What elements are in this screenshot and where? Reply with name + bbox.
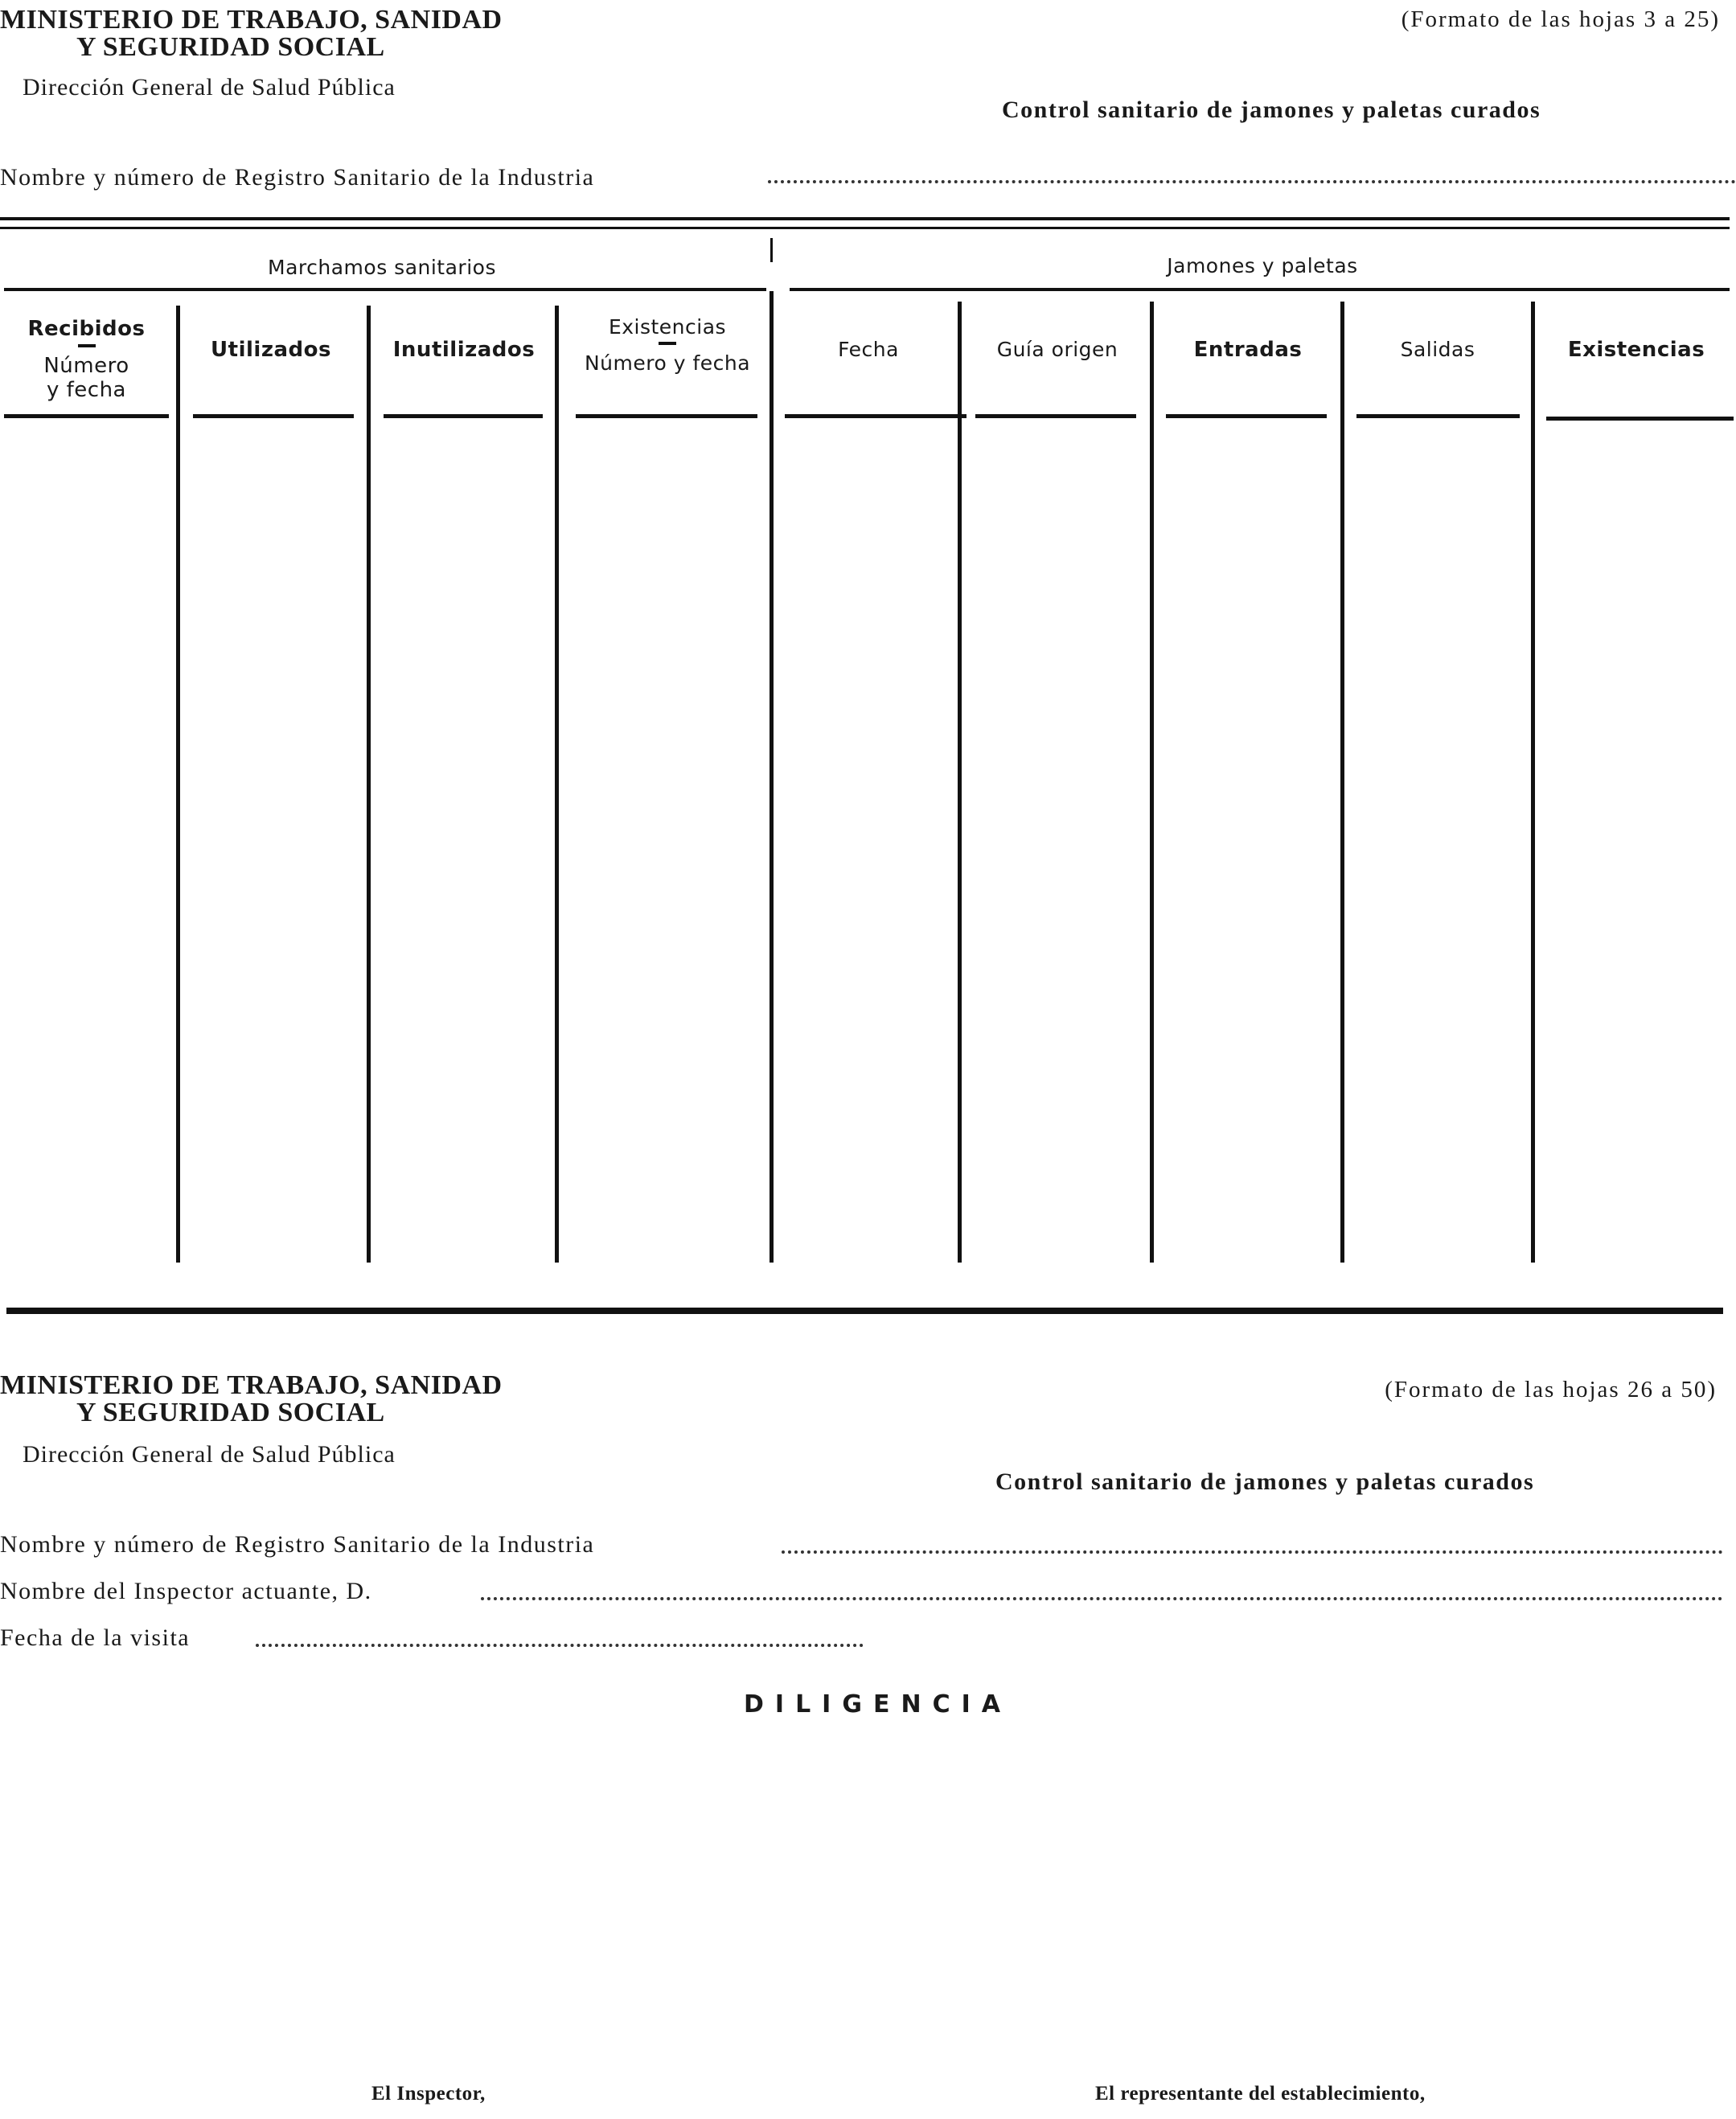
form1-col-rule: [4, 414, 169, 418]
form2-ministry-line2: Y SEGURIDAD SOCIAL: [76, 1398, 385, 1427]
form1-col-recibidos-sub1: Número: [43, 354, 129, 378]
form1-col-divider: [1531, 302, 1535, 1263]
form1-col-entradas: Entradas: [1193, 338, 1303, 362]
form1-col-divider: [367, 306, 371, 1263]
form2-formato: (Formato de las hojas 26 a 50): [1385, 1377, 1717, 1402]
form1-group-tick: [770, 238, 773, 262]
form1-col-rule: [975, 414, 1136, 418]
form1-group-rule-left: [4, 288, 766, 291]
form1-col-divider: [555, 306, 559, 1263]
form1-col-fecha: Fecha: [838, 338, 899, 361]
form1-col-recibidos-label: Recibidos: [27, 317, 146, 341]
form1-bottom-rule: [6, 1308, 1723, 1314]
form1-top-rule-1: [0, 217, 1730, 220]
form2-sig-inspector: El Inspector,: [371, 2083, 486, 2105]
form1-col-existencias: Existencias: [1567, 338, 1705, 362]
form1-col-rule: [785, 414, 966, 418]
form1-top-rule-2: [0, 227, 1730, 229]
form1-col-existencias-m-sub: Número y fecha: [584, 351, 751, 375]
form2-sig-representante: El representante del establecimiento,: [1095, 2083, 1426, 2105]
form2-ministry-line1: MINISTERIO DE TRABAJO, SANIDAD: [0, 1370, 503, 1400]
form2-registro-blank[interactable]: [782, 1550, 1723, 1554]
form1-col-existencias-m-label: Existencias: [608, 315, 727, 339]
form2-title: Control sanitario de jamones y paletas curados: [995, 1468, 1535, 1495]
form1-col-recibidos: [4, 317, 169, 402]
form2-fecha-label: Fecha de la visita: [0, 1624, 191, 1651]
form1-col-guia: Guía origen: [996, 338, 1118, 361]
form1-department: Dirección General de Salud Pública: [23, 74, 396, 101]
form1-col-rule: [193, 414, 354, 418]
form1-col-divider: [770, 291, 774, 1263]
form1-group-jamones: Jamones y paletas: [1167, 254, 1358, 277]
form1-formato: (Formato de las hojas 3 a 25): [1401, 6, 1720, 32]
form1-ministry-line1: MINISTERIO DE TRABAJO, SANIDAD: [0, 5, 503, 35]
form1-col-inutilizados: Inutilizados: [392, 338, 536, 362]
form2-inspector-label: Nombre del Inspector actuante, D.: [0, 1578, 372, 1604]
form1-col-rule: [384, 414, 543, 418]
form1-col-divider: [1150, 302, 1154, 1263]
form1-col-rule: [1356, 414, 1520, 418]
form1-ministry-line2: Y SEGURIDAD SOCIAL: [76, 32, 385, 62]
form1-col-rule: [1166, 414, 1327, 418]
form1-col-salidas: Salidas: [1400, 338, 1475, 361]
form2-fecha-blank[interactable]: [256, 1644, 864, 1647]
form1-ministry: [0, 6, 503, 61]
form1-registro-label: Nombre y número de Registro Sanitario de la Industria: [0, 164, 595, 191]
form1-col-divider: [1340, 302, 1344, 1263]
form2-inspector-blank[interactable]: [481, 1597, 1723, 1600]
form2-ministry: [0, 1372, 503, 1427]
form1-col-divider: [958, 302, 962, 1263]
form1-col-existencias-m: [563, 315, 772, 375]
form2-department: Dirección General de Salud Pública: [23, 1441, 396, 1468]
form1-col-divider: [176, 306, 180, 1263]
form1-title: Control sanitario de jamones y paletas curados: [1002, 97, 1541, 123]
form1-group-rule-right: [790, 288, 1730, 291]
form1-col-rule: [576, 414, 757, 418]
form1-col-recibidos-sub2: y fecha: [46, 378, 126, 402]
form1-registro-blank[interactable]: [768, 180, 1736, 183]
form2-registro-label: Nombre y número de Registro Sanitario de la Industria: [0, 1531, 595, 1558]
form1-group-marchamos: Marchamos sanitarios: [268, 256, 496, 279]
form1-col-utilizados: Utilizados: [211, 338, 331, 362]
form1-col-rule: [1546, 417, 1734, 421]
form2-diligencia: DILIGENCIA: [744, 1690, 1012, 1719]
